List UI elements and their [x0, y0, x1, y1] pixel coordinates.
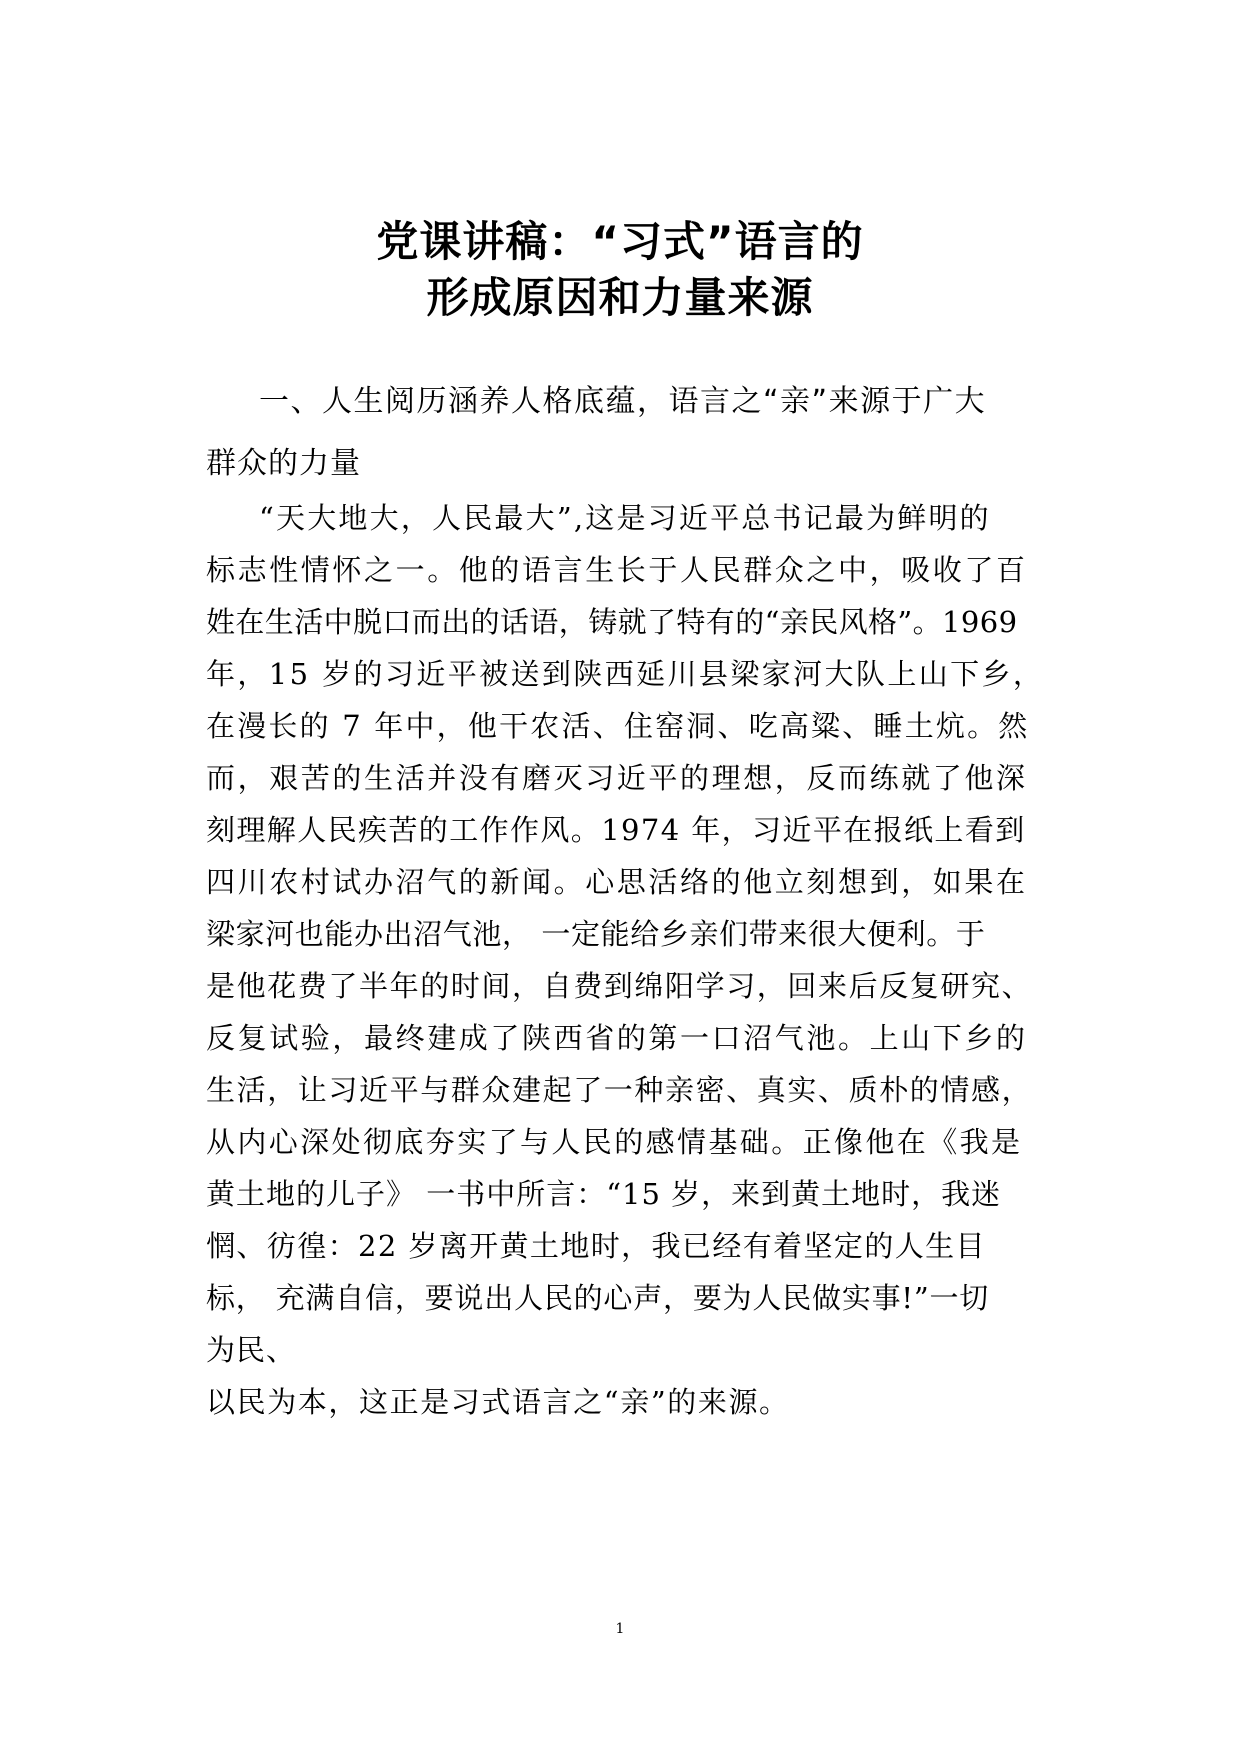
- paragraph-line: 黄土地的儿子》 一书中所言：“15 岁，来到黄土地时，我迷: [206, 1177, 1002, 1211]
- paragraph-line: 四川农村试办沼气的新闻。心思活络的他立刻想到，如果在: [206, 865, 1028, 899]
- section-heading-line-1: 一、人生阅历涵养人格底蕴，语言之“亲”来源于广大: [259, 384, 987, 419]
- paragraph-line: 姓在生活中脱口而出的话语，铸就了特有的“亲民风格”。1969: [206, 605, 1018, 639]
- paragraph-line: 惘、彷徨：22 岁离开黄土地时，我已经有着坚定的人生目: [206, 1229, 986, 1263]
- paragraph-line: 梁家河也能办出沼气池， 一定能给乡亲们带来很大便利。于: [206, 917, 986, 951]
- paragraph-line: 是他花费了半年的时间，自费到绵阳学习，回来后反复研究、: [206, 969, 1033, 1003]
- paragraph-line: 刻理解人民疾苦的工作作风。1974 年，习近平在报纸上看到: [206, 813, 1026, 847]
- paragraph-line: 生活，让习近平与群众建起了一种亲密、真实、质朴的情感，: [206, 1073, 1033, 1107]
- paragraph-line: 标志性情怀之一。他的语言生长于人民群众之中，吸收了百: [206, 553, 1028, 587]
- paragraph-line: 年，15 岁的习近平被送到陕西延川县梁家河大队上山下乡，: [206, 657, 1045, 691]
- document-title-line-2: 形成原因和力量来源: [426, 273, 814, 322]
- paragraph-line: 以民为本，这正是习式语言之“亲”的来源。: [206, 1385, 790, 1419]
- page-number: 1: [615, 1621, 625, 1637]
- paragraph-line: 从内心深处彻底夯实了与人民的感情基础。正像他在《我是: [206, 1125, 1023, 1159]
- document-title-line-1: 党课讲稿：“习式”语言的: [376, 217, 864, 266]
- paragraph-line: 为民、: [206, 1333, 297, 1367]
- paragraph-line: 反复试验，最终建成了陕西省的第一口沼气池。上山下乡的: [206, 1021, 1028, 1055]
- paragraph-line: 标， 充满自信，要说出人民的心声，要为人民做实事!”一切: [206, 1281, 990, 1315]
- paragraph-line: 在漫长的 7 年中，他干农活、住窑洞、吃高粱、睡土炕。然: [206, 709, 1030, 743]
- paragraph-line: 而，艰苦的生活并没有磨灭习近平的理想，反而练就了他深: [206, 761, 1028, 795]
- section-heading-line-2: 群众的力量: [206, 446, 361, 481]
- paragraph-line: “天大地大，人民最大”,这是习近平总书记最为鲜明的: [259, 501, 991, 535]
